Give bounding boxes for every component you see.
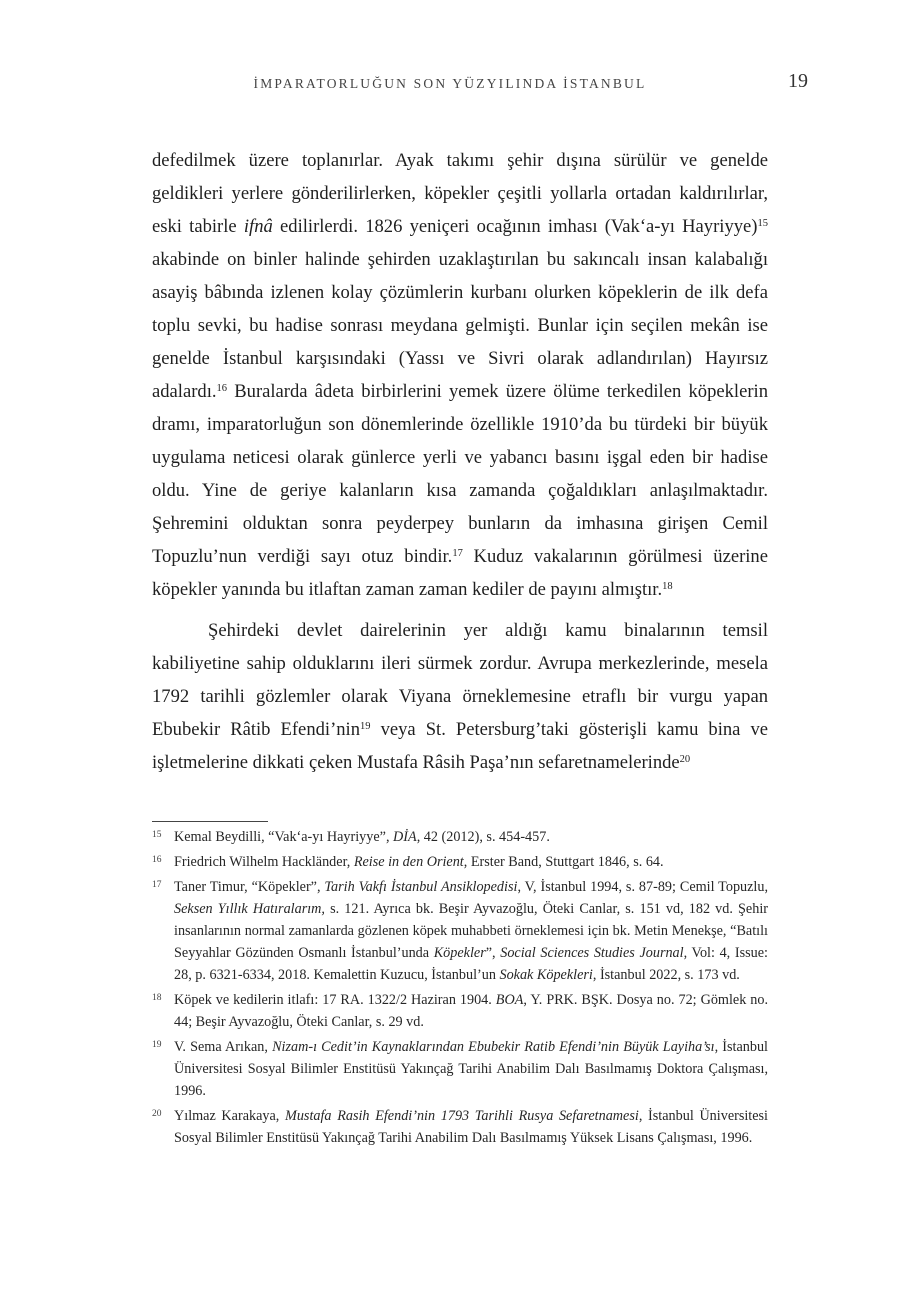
running-head: İMPARATORLUĞUN SON YÜZYILINDA İSTANBUL: [253, 76, 647, 91]
text-run: , V, İstanbul 1994, s. 87-89; Cemil Topuzlu,: [517, 879, 769, 895]
footnote-number: 15: [152, 830, 162, 840]
text-run: veya St. Petersburg’taki gösterişli kamu bina ve işletmelerine dikkati çeken Mustafa Râsih Paşa’nın sefaretnamelerinde: [152, 719, 769, 773]
text-run: , İstanbul Üniversitesi Sosyal Bilimler Enstitüsü Yakınçağ Tarihi Anabilim Dalı Basılmamış Yüksek Lisans Çalışması, 1996.: [174, 1108, 769, 1146]
text-run: , İstanbul 2022, s. 173 vd.: [592, 967, 740, 983]
body-text: [152, 144, 768, 779]
text-run: Friedrich Wilhelm Hackländer,: [174, 854, 354, 870]
footnote-text: [174, 1105, 768, 1149]
emphasis: ifnâ: [243, 216, 273, 237]
footnote-ref-17[interactable]: 17: [452, 548, 463, 559]
footnote-text: [174, 989, 768, 1033]
emphasis: Sokak Köpekleri: [499, 967, 593, 983]
text-run: , 42 (2012), s. 454-457.: [416, 829, 550, 845]
emphasis: Köpekler: [433, 945, 486, 961]
footnote-17: [152, 876, 768, 986]
footnote-text: [174, 876, 768, 986]
footnote-number: 19: [152, 1040, 162, 1050]
footnote-text: [174, 826, 768, 848]
text-run: Kuduz vakalarının görülmesi üzerine köpekler yanında bu itlaftan zaman zaman kediler de payını almıştır.: [152, 546, 768, 600]
footnote-number: 17: [152, 880, 162, 890]
emphasis: Social Sciences Studies Journal: [500, 945, 684, 961]
footnote-number: 20: [152, 1109, 162, 1119]
paragraph-2: [152, 614, 768, 779]
footnote-ref-20[interactable]: 20: [679, 754, 691, 765]
footnote-19: [152, 1036, 768, 1102]
emphasis: Mustafa Rasih Efendi’nin 1793 Tarihli Rusya Sefaretnamesi: [285, 1108, 639, 1124]
text-run: , Erster Band, Stuttgart 1846, s. 64.: [463, 854, 664, 870]
text-run: Şehirdeki devlet dairelerinin yer aldığı kamu binalarının temsil kabiliyetine sahip olduklarını ileri sürmek zordur. Avrupa merkezlerinde, mesela 1792 tarihli gözlemler olarak Viyana örneklemesine etraflı bir vurgu yapan Ebubekir Râtib Efendi’nin: [152, 620, 768, 740]
page-number: 19: [788, 70, 808, 92]
text-run: s. 121. Ayrıca bk. Beşir Ayvazoğlu, Öteki Canlar, s. 151 vd, 182 vd. Şehir insanlarının normal zamanlarda gözlenen köpek muhabbeti örneklemesi için bk. Metin Menekşe, “Batılı Seyyahlar Gözünden Osmanlı İstanbul’unda: [174, 901, 768, 961]
emphasis: DİA: [393, 829, 417, 845]
footnote-18: [152, 989, 768, 1033]
emphasis: Seksen Yıllık Hatıralarım,: [174, 901, 325, 917]
footnote-16: [152, 851, 768, 873]
footnote-number: 18: [152, 993, 162, 1003]
footnote-divider: [152, 821, 268, 822]
paragraph-1: [152, 144, 768, 606]
footnote-15: [152, 826, 768, 848]
text-run: Köpek ve kedilerin itlafı: 17 RA. 1322/2 Haziran 1904.: [174, 992, 496, 1008]
emphasis: Nizam-ı Cedit’in Kaynaklarından Ebubekir Ratib Efendi’nin Büyük Layiha’sı: [272, 1039, 715, 1055]
footnote-ref-18[interactable]: 18: [662, 581, 673, 592]
emphasis: BOA: [495, 992, 524, 1008]
footnote-number: 16: [152, 855, 162, 865]
text-run: defedilmek üzere toplanırlar. Ayak takımı şehir dışına sürülür ve genelde geldikleri yerlere gönderilirlerken, köpekler çeşitli yollarla ortadan kaldırılırlar, eski tabirle: [152, 150, 768, 237]
text-run: , Vol: 4, Issue: 28, p. 6321-6334, 2018. Kemalettin Kuzucu, İstanbul’un: [174, 945, 768, 983]
footnote-text: [174, 851, 768, 873]
text-run: , Y. PRK. BŞK. Dosya no. 72; Gömlek no. 44; Beşir Ayvazoğlu, Öteki Canlar, s. 29 vd.: [174, 992, 768, 1030]
text-run: Yılmaz Karakaya,: [174, 1108, 286, 1124]
footnote-ref-19[interactable]: 19: [360, 721, 371, 732]
text-run: akabinde on binler halinde şehirden uzaklaştırılan bu sakıncalı insan kalabalığı asayiş bâbında izlenen kolay çözümlerin kurbanı olurken köpeklerin de ilk defa toplu sevki, bu hadise sonrası meydana gelmişti. Bunlar için seçilen mekân ise genelde İstanbul karşısındaki (Yassı ve Sivri olarak adlandırılan) Hayırsız adalardı.: [152, 249, 768, 402]
text-run: , İstanbul Üniversitesi Sosyal Bilimler Enstitüsü Yakınçağ Tarihi Anabilim Dalı Basılmamış Doktora Çalışması, 1996.: [174, 1039, 768, 1099]
footnotes: [152, 826, 768, 1152]
emphasis: Reise in den Orient: [353, 854, 464, 870]
text-run: Taner Timur, “Köpekler”,: [174, 879, 325, 895]
text-run: ”,: [485, 945, 501, 961]
text-run: Buralarda âdeta birbirlerini yemek üzere ölüme terkedilen köpeklerin dramı, imparatorluğun son dönemlerinde özellikle 1910’da bu türdeki bir büyük uygulama neticesi olarak günlerce yerli ve yabancı basını işgal eden bir hadise oldu. Yine de geriye kalanların kısa zamanda çoğaldıkları anlaşılmaktadır. Şehremini olduktan sonra peyderpey bunların da imhasına girişen Cemil Topuzlu’nun verdiği sayı otuz bindir.: [152, 381, 768, 567]
footnote-text: [174, 1036, 768, 1102]
footnote-ref-16[interactable]: 16: [216, 383, 228, 394]
emphasis: Tarih Vakfı İstanbul Ansiklopedisi: [324, 879, 518, 895]
footnote-20: [152, 1105, 768, 1149]
text-run: Kemal Beydilli, “Vak‘a-yı Hayriyye”,: [174, 829, 394, 845]
text-run: edilirlerdi. 1826 yeniçeri ocağının imhası (Vak‘a-yı Hayriyye): [272, 216, 758, 237]
footnote-ref-15[interactable]: 15: [757, 218, 768, 229]
text-run: V. Sema Arıkan,: [174, 1039, 273, 1055]
